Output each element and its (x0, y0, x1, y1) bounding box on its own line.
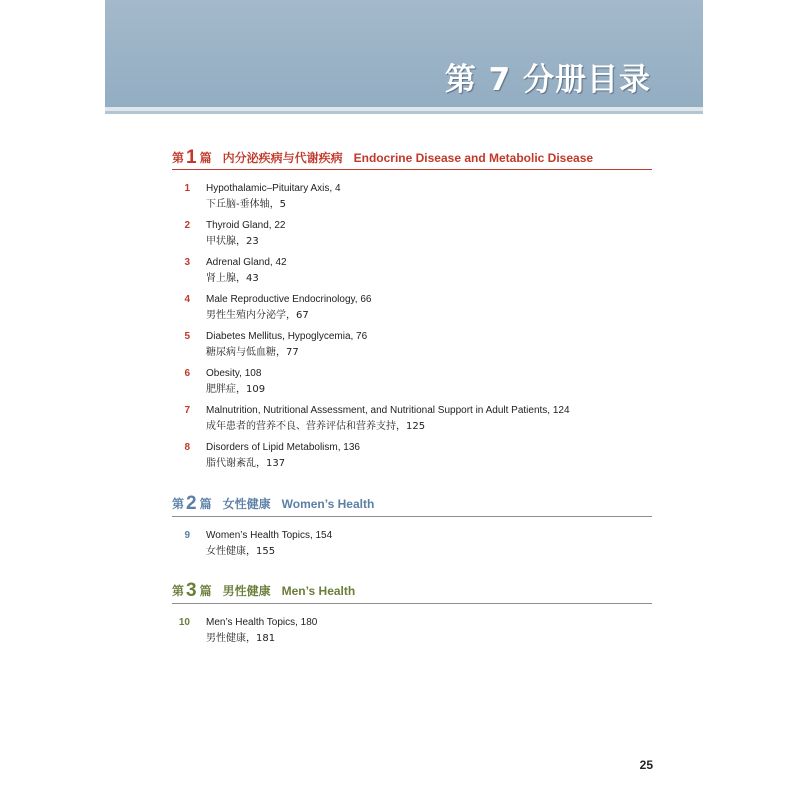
chapter-title-cn: 男性生殖内分泌学，67 (206, 310, 309, 321)
chapter-title-en: Obesity, 108 (206, 368, 262, 379)
chapter-title-en: Thyroid Gland, 22 (206, 220, 286, 231)
part-2-heading (172, 492, 652, 514)
book-page (105, 0, 703, 800)
chapter-title-cn: 糖尿病与低血糖，77 (206, 347, 299, 358)
chapter-number: 4 (184, 294, 190, 305)
part-prefix: 第 (172, 584, 185, 598)
chapter-title-en: Male Reproductive Endocrinology, 66 (206, 294, 372, 305)
part-number: 3 (186, 580, 197, 601)
chapter-number: 3 (184, 257, 190, 268)
chapter-title-cn: 女性健康，155 (206, 546, 276, 557)
chapter-number: 8 (184, 442, 190, 453)
part-prefix: 第 (172, 497, 185, 511)
part-1-rule (172, 169, 652, 170)
part-title-cn: 男性健康 (222, 584, 271, 598)
part-number: 2 (186, 493, 197, 514)
chapter-number: 10 (178, 617, 190, 628)
part-prefix: 第 (172, 151, 185, 165)
chapter-number: 9 (184, 530, 190, 541)
part-title-cn: 女性健康 (222, 497, 271, 511)
chapter-number: 2 (184, 220, 190, 231)
part-3-heading (172, 579, 652, 601)
banner-divider-shadow (105, 111, 703, 114)
page-title: 第 7 分册目录 (444, 62, 651, 98)
chapter-title-cn: 甲状腺，23 (206, 236, 259, 247)
chapter-number: 5 (184, 331, 190, 342)
part-title-en: Women’s Health (281, 497, 375, 511)
part-title-en: Men’s Health (281, 584, 356, 598)
chapter-number: 1 (184, 183, 190, 194)
page-number: 25 (639, 758, 653, 772)
chapter-title-en: Disorders of Lipid Metabolism, 136 (206, 442, 360, 453)
part-suffix: 篇 (199, 584, 212, 598)
chapter-title-en: Hypothalamic–Pituitary Axis, 4 (206, 183, 341, 194)
part-2-rule (172, 516, 652, 517)
part-suffix: 篇 (199, 151, 212, 165)
header-banner (105, 0, 703, 107)
chapter-title-en: Adrenal Gland, 42 (206, 257, 287, 268)
part-title-en: Endocrine Disease and Metabolic Disease (353, 151, 594, 165)
chapter-title-cn: 成年患者的营养不良、营养评估和营养支持，125 (206, 421, 426, 432)
chapter-title-en: Diabetes Mellitus, Hypoglycemia, 76 (206, 331, 368, 342)
chapter-number: 6 (184, 368, 190, 379)
part-3-rule (172, 603, 652, 604)
chapter-title-cn: 肾上腺，43 (206, 273, 259, 284)
part-title-cn: 内分泌疾病与代谢疾病 (222, 151, 343, 165)
chapter-title-cn: 脂代谢紊乱，137 (206, 458, 286, 469)
chapter-title-cn: 男性健康，181 (206, 633, 276, 644)
chapter-title-cn: 肥胖症，109 (206, 384, 266, 395)
part-suffix: 篇 (199, 497, 212, 511)
chapter-title-en: Women’s Health Topics, 154 (206, 530, 333, 541)
chapter-number: 7 (184, 405, 190, 416)
chapter-title-cn: 下丘脑-垂体轴，5 (206, 199, 286, 210)
part-1-heading (172, 146, 652, 168)
chapter-title-en: Men’s Health Topics, 180 (206, 617, 318, 628)
chapter-title-en: Malnutrition, Nutritional Assessment, and Nutritional Support in Adult Patients, 124 (206, 405, 570, 416)
part-number: 1 (186, 147, 197, 168)
